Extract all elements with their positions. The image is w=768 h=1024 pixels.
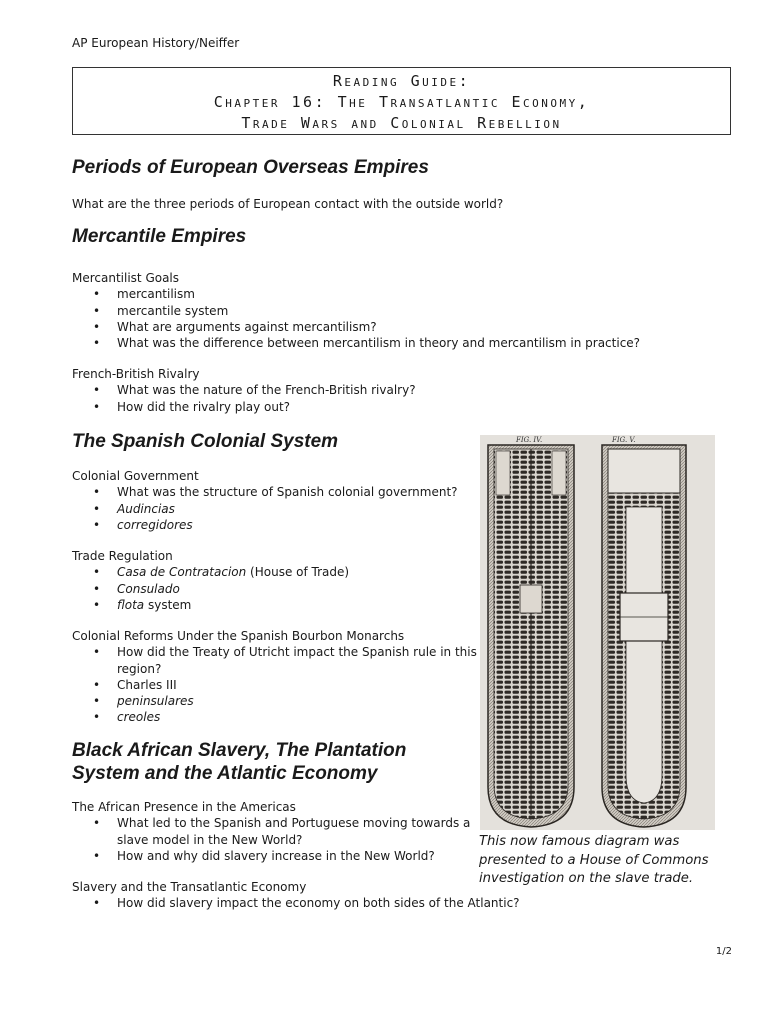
trade-regulation-group	[72, 548, 472, 613]
list-item: • peninsulares	[72, 693, 480, 709]
list-item: • What was the nature of the French-British rivalry?	[72, 382, 416, 398]
group-label: Colonial Reforms Under the Spanish Bourbon Monarchs	[72, 629, 405, 643]
list-item: • creoles	[72, 709, 480, 725]
heading-line-1: Black African Slavery, The Plantation	[72, 740, 407, 761]
term-italic: Casa de Contratacion	[117, 565, 247, 580]
list-item: • What are arguments against mercantilism?	[72, 319, 640, 335]
term-note: system	[144, 597, 192, 612]
list-item	[72, 597, 472, 613]
list-item	[72, 564, 472, 580]
list-item: • What led to the Spanish and Portuguese moving towards a slave model in the New World?	[72, 815, 472, 848]
list-item: • How and why did slavery increase in the New World?	[72, 848, 472, 864]
rivalry-group	[72, 366, 416, 415]
list-item: • mercantile system	[72, 303, 640, 319]
heading-line-2: System and the Atlantic Economy	[72, 763, 378, 784]
term-note: (House of Trade)	[246, 565, 350, 580]
slave-ship-diagram	[480, 435, 715, 830]
course-header: AP European History/Neiffer	[72, 36, 240, 50]
bullet-list	[72, 815, 472, 864]
list-item: • corregidores	[72, 517, 472, 533]
group-label: French-British Rivalry	[72, 367, 200, 381]
list-item: • How did slavery impact the economy on both sides of the Atlantic?	[72, 895, 592, 911]
figure-caption: This now famous diagram was presented to a House of Commons investigation on the slave trade.	[479, 834, 709, 886]
title-box	[72, 67, 731, 135]
list-item: • Consulado	[72, 581, 472, 597]
bullet-list	[72, 382, 416, 415]
list-item: • mercantilism	[72, 286, 640, 302]
list-item: • Audincias	[72, 501, 472, 517]
bullet-list	[72, 895, 592, 911]
list-item: • How did the Treaty of Utricht impact the Spanish rule in this region?	[72, 644, 480, 677]
title-line-2: Chapter 16: The Transatlantic Economy,	[213, 93, 590, 111]
title-line-3: Trade Wars and Colonial Rebellion	[241, 114, 562, 132]
question-three-periods: What are the three periods of European contact with the outside world?	[72, 197, 504, 211]
african-presence-group	[72, 799, 472, 864]
fig-label-left: FIG. IV.	[516, 436, 543, 444]
term-italic: flota	[117, 597, 145, 612]
mercantilist-goals-group	[72, 270, 640, 351]
bullet-list	[72, 484, 472, 533]
ship-diagram-image	[480, 435, 715, 830]
bullet-list	[72, 286, 640, 351]
section-heading-mercantile: Mercantile Empires	[72, 226, 247, 247]
colonial-reforms-group	[72, 628, 480, 726]
group-label: Trade Regulation	[72, 549, 173, 563]
section-heading-periods: Periods of European Overseas Empires	[72, 157, 429, 178]
title-line-1: Reading Guide:	[332, 72, 471, 90]
list-item: • Charles III	[72, 677, 480, 693]
group-label: Colonial Government	[72, 469, 199, 483]
list-item: • What was the difference between mercantilism in theory and mercantilism in practice?	[72, 335, 640, 351]
section-heading-slavery	[72, 739, 406, 785]
group-label: Slavery and the Transatlantic Economy	[72, 880, 307, 894]
bullet-list	[72, 564, 472, 613]
colonial-government-group	[72, 468, 472, 533]
bullet-list	[72, 644, 480, 725]
group-label: Mercantilist Goals	[72, 271, 180, 285]
section-heading-spanish: The Spanish Colonial System	[72, 431, 339, 452]
list-item: • What was the structure of Spanish colonial government?	[72, 484, 472, 500]
page-number: 1/2	[715, 946, 732, 957]
group-label: The African Presence in the Americas	[72, 800, 296, 814]
fig-label-right: FIG. V.	[612, 436, 636, 444]
list-item: • How did the rivalry play out?	[72, 399, 416, 415]
